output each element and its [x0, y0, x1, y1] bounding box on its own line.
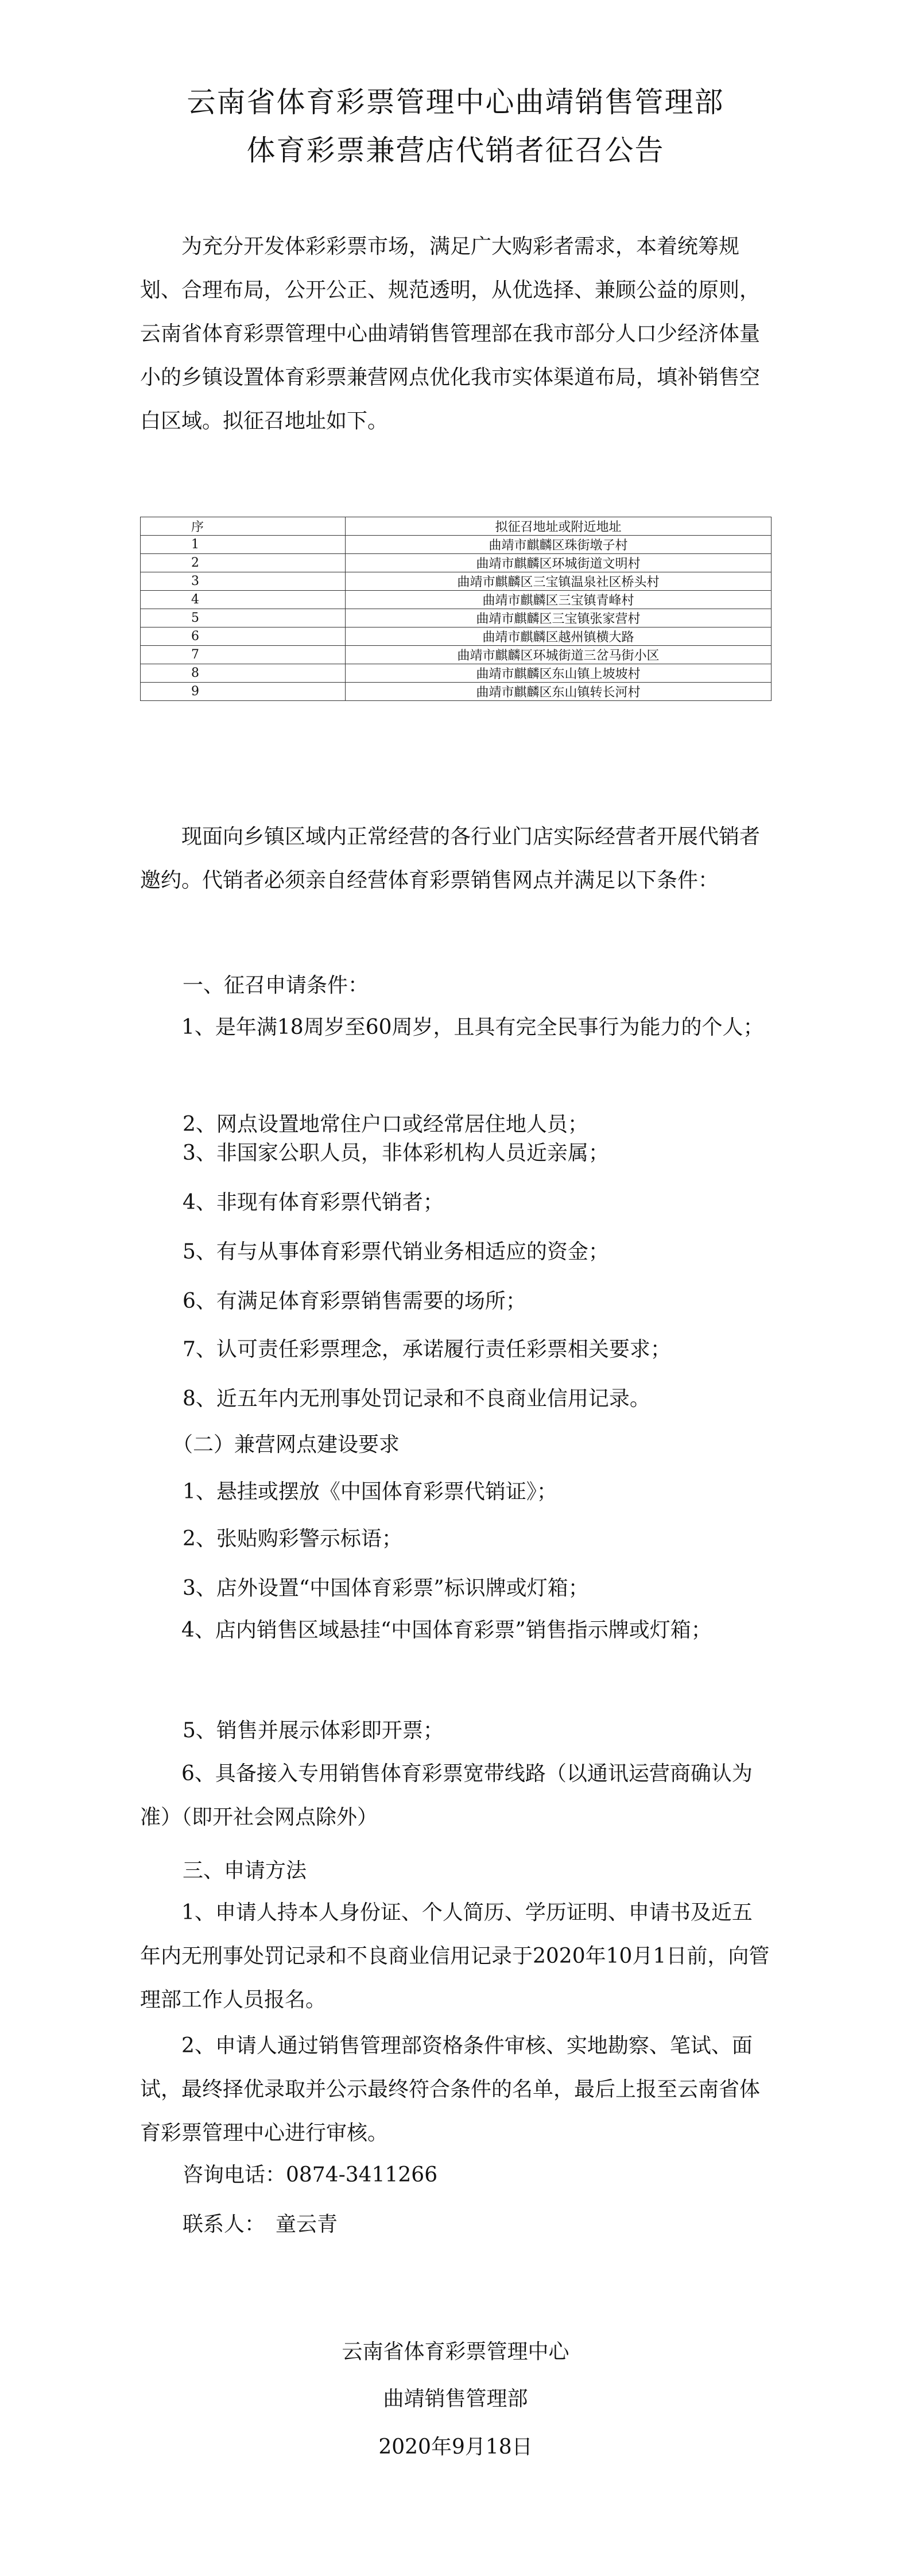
- row-address: 曲靖市麒麟区越州镇横大路: [346, 627, 772, 646]
- row-address: 曲靖市麒麟区三宝镇温泉社区桥头村: [346, 572, 772, 591]
- signature-date: 2020年9月18日: [378, 2435, 533, 2459]
- table-row: [141, 572, 772, 591]
- condition-item: 3、非国家公职人员，非体彩机构人员近亲属；: [183, 1141, 609, 1165]
- row-address: 曲靖市麒麟区三宝镇张家营村: [346, 609, 772, 627]
- address-table: [140, 517, 772, 701]
- table-header-no: 序: [141, 517, 346, 536]
- table-header-address: 拟征召地址或附近地址: [346, 517, 772, 536]
- section1-heading: 一、征召申请条件：: [183, 974, 369, 997]
- table-row: [141, 627, 772, 646]
- table-row: [141, 646, 772, 664]
- condition-item: 5、有与从事体育彩票代销业务相适应的资金；: [183, 1240, 609, 1264]
- method-item: 1、申请人持本人身份证、个人简历、学历证明、申请书及近五年内无刑事处罚记录和不良商业信用记录于2020年10月1日前，向管理部工作人员报名。: [140, 1901, 770, 2012]
- section2-heading: （二）兼营网点建设要求: [172, 1433, 400, 1456]
- table-row: [141, 683, 772, 701]
- row-address: 曲靖市麒麟区珠街墩子村: [346, 536, 772, 554]
- requirement-item: 3、店外设置“中国体育彩票”标识牌或灯箱；: [183, 1576, 589, 1600]
- row-no: 9: [141, 683, 346, 701]
- signature-dept: 曲靖销售管理部: [383, 2387, 528, 2411]
- intro-paragraph: 为充分开发体彩彩票市场，满足广大购彩者需求，本着统筹规划、合理布局，公开公正、规范透明，从优选择、兼顾公益的原则，云南省体育彩票管理中心曲靖销售管理部在我市部分人口少经济体量小的乡镇设置体育彩票兼营网点优化我市实体渠道布局，填补销售空白区域。拟征召地址如下。: [140, 235, 761, 433]
- requirement-item: 4、店内销售区域悬挂“中国体育彩票”销售指示牌或灯箱；: [181, 1618, 712, 1642]
- row-address: 曲靖市麒麟区环城街道文明村: [346, 554, 772, 572]
- requirement-item: 1、悬挂或摆放《中国体育彩票代销证》；: [183, 1480, 557, 1504]
- condition-item: 6、有满足体育彩票销售需要的场所；: [183, 1289, 526, 1313]
- table-header-row: [141, 517, 772, 536]
- condition-item: 8、近五年内无刑事处罚记录和不良商业信用记录。: [183, 1387, 650, 1411]
- signature-org: 云南省体育彩票管理中心: [342, 2340, 569, 2364]
- table-row: [141, 554, 772, 572]
- requirement-item: 5、销售并展示体彩即开票；: [183, 1719, 444, 1742]
- row-address: 曲靖市麒麟区环城街道三岔马街小区: [346, 646, 772, 664]
- row-no: 6: [141, 627, 346, 646]
- table-row: [141, 609, 772, 627]
- condition-item: 7、认可责任彩票理念，承诺履行责任彩票相关要求；: [183, 1338, 671, 1361]
- row-no: 3: [141, 572, 346, 591]
- row-no: 1: [141, 536, 346, 554]
- invite-paragraph: 现面向乡镇区域内正常经营的各行业门店实际经营者开展代销者邀约。代销者必须亲自经营体育彩票销售网点并满足以下条件：: [140, 825, 761, 892]
- table-row: [141, 591, 772, 609]
- row-no: 5: [141, 609, 346, 627]
- requirement-item: 2、张贴购彩警示标语；: [183, 1527, 402, 1551]
- method-item: 2、申请人通过销售管理部资格条件审核、实地勘察、笔试、面试，最终择优录取并公示最终符合条件的名单，最后上报至云南省体育彩票管理中心进行审核。: [140, 2034, 761, 2145]
- row-address: 曲靖市麒麟区三宝镇青峰村: [346, 591, 772, 609]
- row-no: 8: [141, 664, 346, 683]
- contact-person: 联系人： 童云青: [183, 2213, 338, 2236]
- row-no: 4: [141, 591, 346, 609]
- section3-heading: 三、申请方法: [183, 1859, 307, 1882]
- condition-item: 4、非现有体育彩票代销者；: [183, 1191, 444, 1214]
- condition-item: 1、是年满18周岁至60周岁，且具有完全民事行为能力的个人；: [181, 1016, 764, 1039]
- table-row: [141, 536, 772, 554]
- requirement-item: 6、具备接入专用销售体育彩票宽带线路（以通讯运营商确认为准）（即开社会网点除外）: [140, 1762, 753, 1829]
- table-row: [141, 664, 772, 683]
- row-address: 曲靖市麒麟区东山镇上坡坡村: [346, 664, 772, 683]
- row-address: 曲靖市麒麟区东山镇转长河村: [346, 683, 772, 701]
- row-no: 7: [141, 646, 346, 664]
- notice-title-line2: 体育彩票兼营店代销者征召公告: [246, 134, 665, 167]
- notice-title-line1: 云南省体育彩票管理中心曲靖销售管理部: [187, 86, 724, 119]
- condition-item: 2、网点设置地常住户口或经常居住地人员；: [183, 1113, 588, 1136]
- contact-phone: 咨询电话：0874-3411266: [183, 2163, 438, 2187]
- row-no: 2: [141, 554, 346, 572]
